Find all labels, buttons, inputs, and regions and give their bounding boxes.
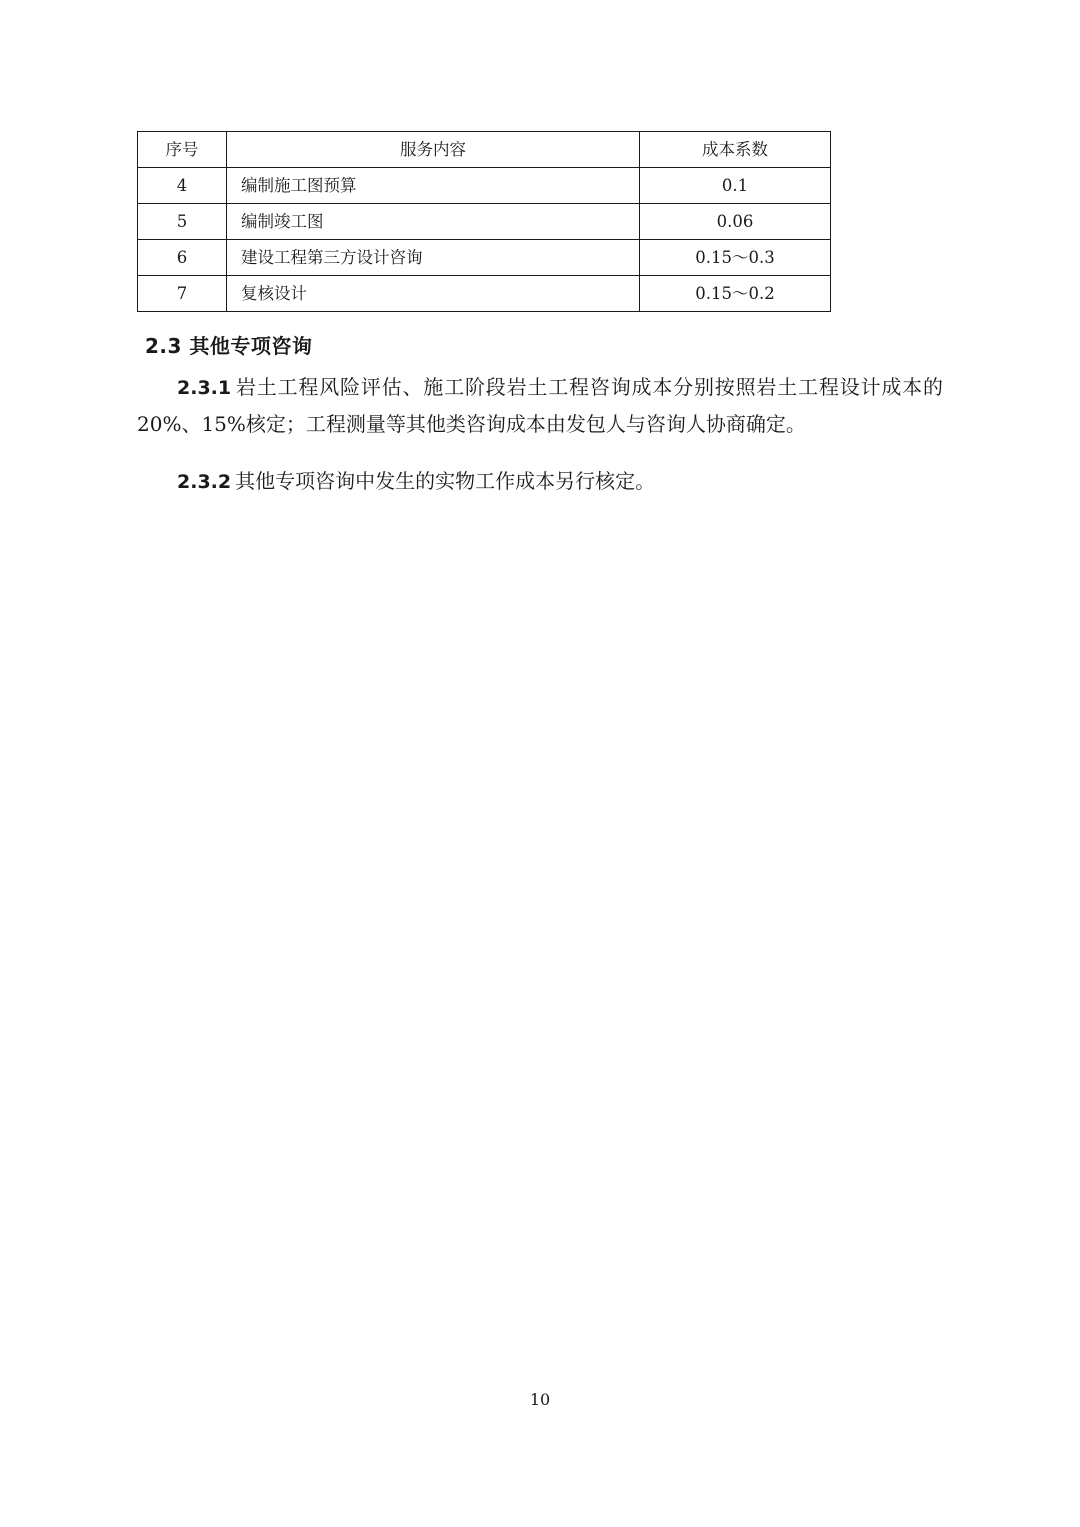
cell-no: 4 [138,168,227,204]
cell-coefficient: 0.15～0.2 [640,276,831,312]
column-header-coefficient: 成本系数 [640,132,831,168]
paragraph-2-3-1 [137,369,943,443]
cell-service: 复核设计 [227,276,640,312]
page-content [137,131,943,520]
paragraph-2-3-2 [137,463,943,500]
column-header-service: 服务内容 [227,132,640,168]
table-header-row [138,132,831,168]
cell-coefficient: 0.06 [640,204,831,240]
cell-coefficient: 0.15～0.3 [640,240,831,276]
table-row [138,276,831,312]
table-row [138,204,831,240]
paragraph-text: 其他专项咨询中发生的实物工作成本另行核定。 [235,469,656,494]
cost-coefficient-table [137,131,831,312]
page-number: 10 [529,1390,551,1409]
paragraph-number: 2.3.2 [177,471,232,494]
cell-service: 建设工程第三方设计咨询 [227,240,640,276]
cell-no: 6 [138,240,227,276]
column-header-no: 序号 [138,132,227,168]
cell-service: 编制施工图预算 [227,168,640,204]
cell-no: 5 [138,204,227,240]
paragraph-text: 岩土工程风险评估、施工阶段岩土工程咨询成本分别按照岩土工程设计成本的 20%、15%核定；工程测量等其他类咨询成本由发包人与咨询人协商确定。 [137,375,943,437]
cell-coefficient: 0.1 [640,168,831,204]
section-heading: 2.3 其他专项咨询 [145,334,313,358]
paragraph-number: 2.3.1 [177,377,232,399]
cell-no: 7 [138,276,227,312]
table-row [138,168,831,204]
table-row [138,240,831,276]
cell-service: 编制竣工图 [227,204,640,240]
